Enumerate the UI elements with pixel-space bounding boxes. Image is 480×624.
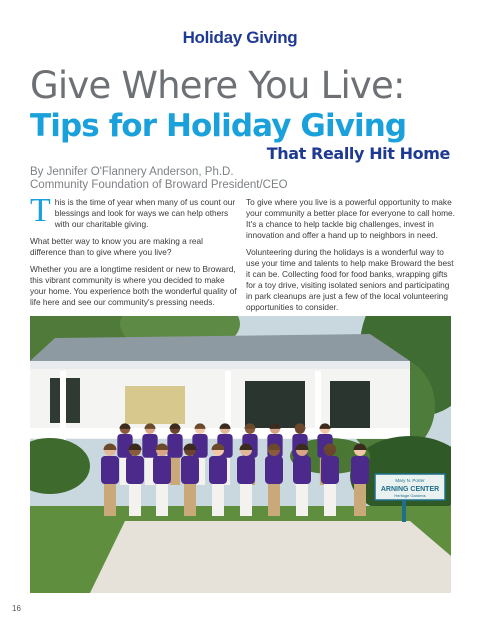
group-photo-illustration bbox=[30, 316, 451, 593]
paragraph: What better way to know you are making a real difference than to give where you live? bbox=[30, 236, 203, 257]
drop-cap: T bbox=[30, 192, 51, 229]
byline-title: Community Foundation of Broward President/CEO bbox=[30, 179, 288, 191]
article-column-right bbox=[246, 197, 458, 319]
sign-line-3: Heritage Gardens bbox=[394, 493, 426, 498]
headline-line-1: Give Where You Live: bbox=[30, 64, 405, 107]
article-column-left bbox=[30, 192, 240, 314]
paragraph-text: his is the time of year when many of us count our blessings and look for ways we can help others with our charitable giving. bbox=[54, 197, 236, 229]
headline-line-2: Tips for Holiday Giving bbox=[30, 108, 407, 144]
paragraph: Volunteering during the holidays is a wonderful way to use your time and talents to help make Broward the best it can be. Collecting food for food banks, wrapping gifts for a toy drive, visiting isolated seniors and participating in park cleanups are just a few of the local volunteering opportunities to consider. bbox=[246, 247, 454, 312]
page-number: 16 bbox=[12, 604, 21, 613]
sign-line-2: ARNING CENTER bbox=[380, 486, 440, 493]
headline-line-3: That Really Hit Home bbox=[266, 144, 450, 163]
group-photo bbox=[30, 316, 451, 593]
byline bbox=[30, 166, 450, 192]
section-label: Holiday Giving bbox=[182, 28, 298, 47]
paragraph: Whether you are a longtime resident or new to Broward, this vibrant community is where you decided to make your home. You experience both the wonderful quality of life here and see our community's pressing needs. bbox=[30, 264, 237, 307]
paragraph bbox=[30, 192, 240, 230]
sign-line-1: Mary N. Porter bbox=[395, 478, 425, 483]
byline-author: By Jennifer O'Flannery Anderson, Ph.D. bbox=[30, 166, 234, 178]
paragraph: To give where you live is a powerful opportunity to make your community a better place for everyone to call home. It's a chance to help tackle big challenges, invest in innovation and offer a hand up to neighbors in need. bbox=[246, 197, 455, 240]
